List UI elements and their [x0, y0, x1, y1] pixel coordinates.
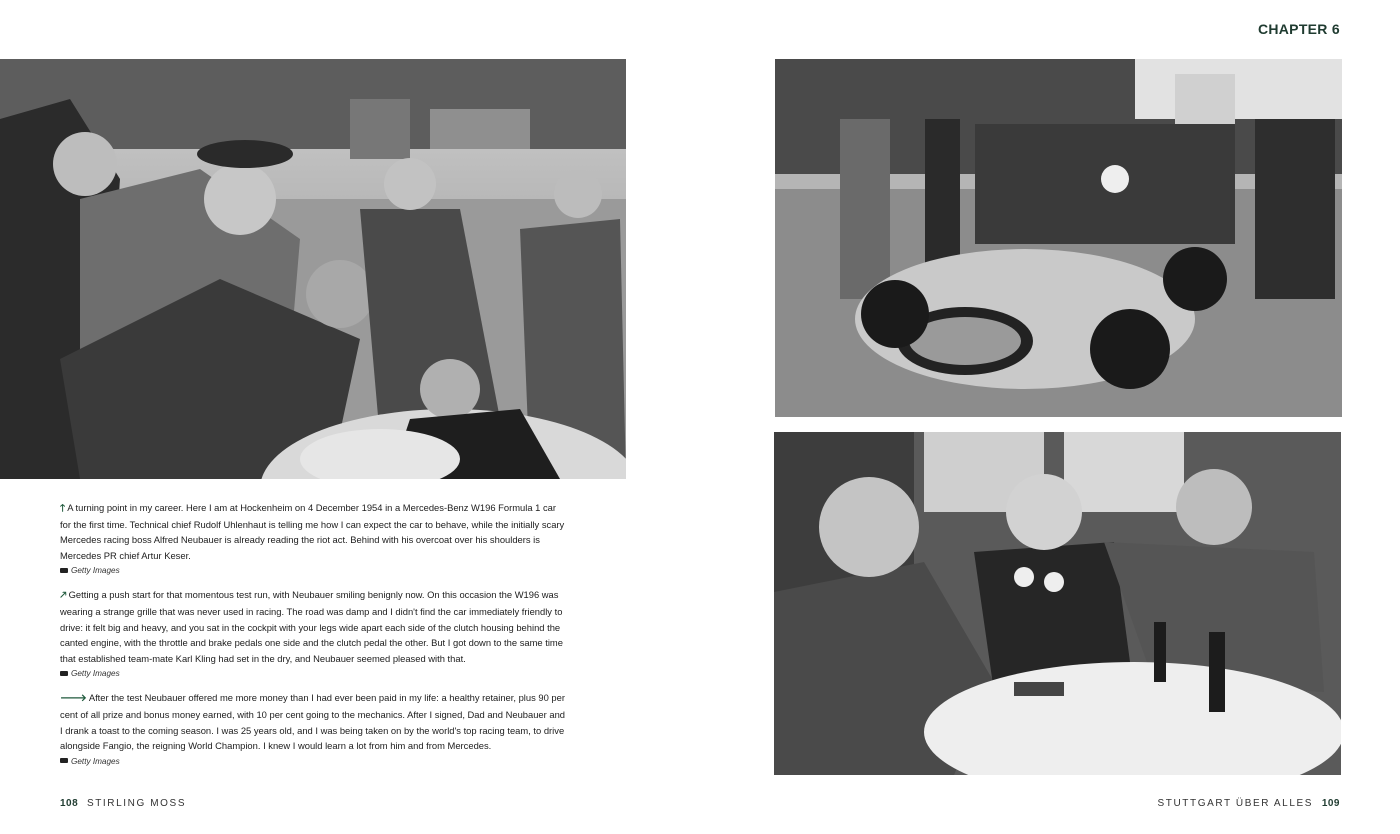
caption-1-text: A turning point in my career. Here I am at Hockenheim on 4 December 1954 in a Mercedes-Benz W196 Formula 1 car for the first time. Technical chief Rudolf Uhlenhaut is telling me how I can expect the car to behave, while the initially scary Mercedes racing boss Alfred Neubauer is already reading the riot act. Behind with his overcoat over his shoulders is Mercedes PR chief Artur Keser.	[60, 502, 565, 561]
arrow-right-icon: 🡒	[60, 693, 87, 705]
footer-right	[1157, 798, 1340, 809]
photo-push-start	[775, 59, 1342, 417]
right-page	[700, 0, 1400, 834]
footer-left	[60, 798, 186, 809]
caption-2	[60, 587, 568, 681]
caption-3-credit: Getty Images	[60, 755, 568, 769]
running-title-left: STIRLING MOSS	[86, 798, 187, 809]
chapter-heading: CHAPTER 6	[1257, 21, 1340, 37]
camera-icon	[60, 758, 68, 763]
camera-icon	[60, 671, 68, 676]
caption-1-credit: Getty Images	[60, 564, 568, 578]
caption-2-credit: Getty Images	[60, 667, 568, 681]
caption-3-text: After the test Neubauer offered me more money than I had ever been paid in my life: a healthy retainer, plus 90 per cent of all prize and bonus money earned, with 10 per cent going to the mechanics. After I signed, Dad and Neubauer and I drank a toast to the coming season. I was 25 years old, and I was being taken on by the world's top racing team, to drive alongside Fangio, the reigning World Champion. I knew I would learn a lot from him and from Mercedes.	[60, 692, 566, 752]
camera-icon	[60, 568, 68, 573]
photo-hockenheim-briefing	[0, 59, 626, 479]
photo-toast	[774, 432, 1341, 775]
arrow-up-icon: 🡑	[60, 503, 66, 514]
page-number-left: 108	[60, 798, 79, 809]
arrow-up-right-icon: 🡕	[60, 590, 67, 602]
running-title-right: STUTTGART ÜBER ALLES	[1157, 798, 1314, 809]
page-number-right: 109	[1321, 798, 1340, 809]
captions	[60, 500, 568, 778]
caption-3	[60, 690, 568, 768]
caption-1	[60, 500, 568, 578]
caption-2-text: Getting a push start for that momentous test run, with Neubauer smiling benignly now. On this occasion the W196 was wearing a strange grille that was never used in racing. The road was damp and I didn't find the car immediately friendly to drive: it felt big and heavy, and you sat in the cockpit with your legs wide apart each side of the clutch housing behind the canted engine, with the throttle and brake pedals one side and the clutch pedal the other. But I got down to the same time that established team-mate Karl Kling had set in the dry, and Neubauer seemed pleased with that.	[60, 589, 563, 664]
